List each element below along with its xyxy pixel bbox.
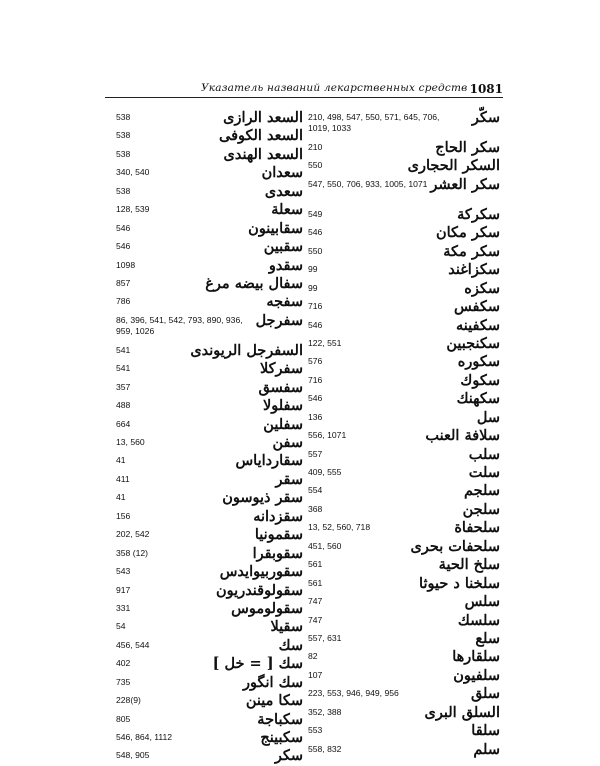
index-entry	[304, 519, 500, 537]
entry-arabic-term: سلفيون	[453, 666, 500, 684]
entry-page-refs: 352, 388	[308, 706, 342, 717]
entry-arabic-term: سلقارها	[452, 648, 500, 666]
entry-arabic-term: سقدو	[268, 256, 303, 274]
entry-page-refs: 538	[116, 130, 131, 141]
page-number: 1081	[469, 82, 503, 96]
entry-page-refs: 13, 52, 560, 718	[308, 522, 371, 533]
index-entry	[111, 257, 303, 275]
index-entry	[111, 508, 303, 526]
index-entry	[111, 563, 303, 581]
entry-page-refs: 358 (12)	[116, 547, 149, 558]
entry-page-refs: 82	[308, 651, 318, 662]
entry-arabic-term: سكنجبين	[446, 334, 500, 352]
index-entry	[111, 127, 303, 145]
entry-page-refs: 549	[308, 208, 323, 219]
entry-page-refs: 402	[116, 658, 131, 669]
entry-arabic-term: سقوبقرا	[252, 544, 303, 562]
entry-arabic-term: سكر مكة	[443, 242, 500, 260]
entry-arabic-term: سقارداياس	[235, 452, 303, 470]
entry-arabic-term: سكفينه	[455, 316, 500, 334]
entry-arabic-term: سلحفات بحرى	[410, 537, 500, 555]
entry-page-refs: 331	[116, 602, 131, 613]
entry-arabic-term: سك [ = خل ]	[212, 655, 303, 673]
entry-arabic-term: سلحفاة	[454, 519, 500, 537]
entry-arabic-term: السعد الكوفى	[219, 127, 303, 145]
entry-page-refs: 128, 539	[116, 204, 150, 215]
entry-arabic-term: سلم	[473, 740, 500, 758]
entry-page-refs: 210, 498, 547, 550, 571, 645, 706, 1019, 1033	[308, 112, 440, 133]
entry-page-refs: 558, 832	[308, 743, 342, 754]
entry-arabic-term: سقبين	[263, 238, 303, 256]
index-entry	[111, 360, 303, 378]
entry-page-refs: 541	[116, 344, 131, 355]
right-column	[304, 109, 500, 759]
index-entry	[304, 353, 500, 371]
index-entry	[304, 335, 500, 353]
entry-arabic-term: سلسك	[457, 611, 500, 629]
index-entry	[304, 176, 500, 206]
entry-arabic-term: سكزاغند	[448, 261, 500, 279]
index-entry	[304, 224, 500, 242]
entry-page-refs: 357	[116, 381, 131, 392]
entry-page-refs: 122, 551	[308, 337, 342, 348]
index-entry	[111, 183, 303, 201]
entry-arabic-term: سعلة	[271, 201, 303, 219]
entry-page-refs: 561	[308, 577, 323, 588]
entry-arabic-term: سقيلا	[270, 618, 303, 636]
index-entry	[111, 471, 303, 489]
entry-arabic-term: سلجم	[464, 482, 500, 500]
entry-page-refs: 41	[116, 455, 126, 466]
entry-arabic-term: سلجن	[462, 500, 500, 518]
entry-page-refs: 54	[116, 621, 126, 632]
entry-arabic-term: سكركة	[457, 205, 500, 223]
entry-arabic-term: سقزدانه	[253, 507, 303, 525]
entry-arabic-term: سلع	[475, 629, 500, 647]
entry-page-refs: 488	[116, 400, 131, 411]
entry-page-refs: 1098	[116, 259, 136, 270]
index-entry	[111, 146, 303, 164]
entry-arabic-term: سفسق	[258, 378, 303, 396]
index-entry	[111, 582, 303, 600]
index-entry	[304, 722, 500, 740]
entry-page-refs: 340, 540	[116, 167, 150, 178]
index-entry	[304, 280, 500, 298]
entry-page-refs: 805	[116, 713, 131, 724]
entry-page-refs: 576	[308, 356, 323, 367]
entry-arabic-term: سقابينون	[248, 219, 303, 237]
entry-page-refs: 223, 553, 946, 949, 956	[308, 688, 399, 699]
index-entry	[111, 109, 303, 127]
entry-page-refs: 210	[308, 142, 323, 152]
entry-page-refs: 546	[308, 319, 323, 330]
entry-page-refs: 538	[116, 185, 131, 196]
entry-arabic-term: سفن	[272, 434, 303, 451]
index-entry	[304, 317, 500, 335]
index-entry	[111, 526, 303, 544]
entry-arabic-term: السلق البرى	[424, 703, 500, 721]
entry-page-refs: 547, 550, 706, 933, 1005, 1071	[308, 178, 428, 189]
entry-page-refs: 747	[308, 614, 323, 625]
index-entry	[111, 220, 303, 238]
running-title: Указатель названий лекарственных средств	[201, 82, 468, 94]
entry-arabic-term: سقولوموس	[231, 599, 303, 617]
entry-arabic-term: سعدى	[264, 182, 303, 200]
entry-arabic-term: سفلولا	[262, 397, 303, 415]
index-entry	[304, 157, 500, 175]
index-entry	[304, 501, 500, 519]
entry-page-refs: 716	[308, 301, 323, 312]
entry-arabic-term: سقمونيا	[254, 526, 303, 544]
entry-arabic-term: سكّر	[471, 109, 500, 126]
entry-page-refs: 917	[116, 584, 131, 595]
index-entry	[304, 372, 500, 390]
index-entry	[111, 312, 303, 342]
index-entry	[111, 711, 303, 729]
index-entry	[304, 575, 500, 593]
index-entry	[304, 593, 500, 611]
entry-page-refs: 546, 864, 1112	[116, 732, 173, 742]
index-entry	[304, 704, 500, 722]
entry-arabic-term: سفرجل	[255, 311, 303, 329]
entry-arabic-term: سكفس	[454, 298, 500, 316]
entry-page-refs: 411	[116, 473, 130, 484]
entry-page-refs: 550	[308, 160, 323, 171]
entry-page-refs: 543	[116, 566, 131, 577]
entry-page-refs: 735	[116, 676, 131, 687]
entry-page-refs: 156	[116, 510, 131, 521]
entry-page-refs: 538	[116, 148, 131, 159]
entry-page-refs: 538	[116, 112, 131, 122]
entry-arabic-term: سكر مكان	[435, 224, 500, 242]
index-entry	[111, 201, 303, 219]
index-entry	[111, 729, 303, 747]
entry-arabic-term: سل	[476, 408, 500, 426]
index-entry	[111, 293, 303, 311]
entry-arabic-term: سلس	[464, 593, 500, 611]
index-entry	[304, 630, 500, 648]
index-entry	[304, 556, 500, 574]
entry-page-refs: 107	[308, 669, 323, 680]
index-entry	[111, 379, 303, 397]
entry-page-refs: 747	[308, 596, 323, 607]
entry-page-refs: 99	[308, 264, 318, 275]
entry-page-refs: 456, 544	[116, 639, 150, 650]
entry-arabic-term: السفرجل الريوندى	[190, 341, 303, 359]
index-entry	[111, 545, 303, 563]
index-entry	[304, 139, 500, 157]
entry-page-refs: 41	[116, 492, 126, 503]
entry-page-refs: 546	[308, 227, 323, 238]
index-entry	[304, 298, 500, 316]
index-entry	[304, 409, 500, 427]
index-entry	[111, 342, 303, 360]
entry-page-refs: 136	[308, 411, 323, 422]
entry-page-refs: 451, 560	[308, 540, 342, 551]
index-entry	[111, 637, 303, 655]
entry-arabic-term: سفركلا	[259, 360, 303, 378]
entry-page-refs: 557, 631	[308, 632, 342, 643]
entry-page-refs: 368	[308, 503, 323, 514]
index-entry	[111, 489, 303, 507]
entry-arabic-term: سلق	[470, 685, 500, 703]
index-entry	[304, 482, 500, 500]
entry-arabic-term: سفال بيضه مرغ	[205, 274, 303, 292]
entry-arabic-term: سكهنك	[456, 390, 500, 408]
index-entry	[111, 416, 303, 434]
entry-page-refs: 857	[116, 277, 131, 288]
entry-arabic-term: سكبينج	[260, 729, 303, 746]
index-entry	[111, 164, 303, 182]
index-entry	[304, 667, 500, 685]
entry-page-refs: 99	[308, 282, 318, 293]
index-entry	[111, 238, 303, 256]
entry-arabic-term: سلب	[468, 445, 500, 463]
index-entry	[304, 243, 500, 261]
index-entry	[304, 741, 500, 759]
entry-arabic-term: سكر	[274, 747, 303, 765]
entry-arabic-term: السكر الحجارى	[407, 157, 500, 175]
index-entry	[304, 206, 500, 224]
entry-arabic-term: سقولوقندريون	[216, 581, 303, 599]
entry-arabic-term: سكر العشر	[430, 175, 500, 193]
entry-arabic-term: سكباجة	[257, 710, 303, 728]
left-column	[111, 109, 303, 766]
entry-page-refs: 561	[308, 559, 323, 570]
index-entry	[111, 692, 303, 710]
entry-arabic-term: سكا مينن	[245, 692, 303, 710]
entry-arabic-term: سلت	[468, 464, 500, 481]
entry-arabic-term: سعدان	[261, 164, 303, 182]
entry-page-refs: 86, 396, 541, 542, 793, 890, 936, 959, 1026	[116, 314, 243, 336]
entry-arabic-term: سقر	[275, 470, 303, 488]
entry-arabic-term: سقوربيوايدس	[219, 563, 303, 581]
entry-page-refs: 13, 560	[116, 437, 145, 447]
entry-page-refs: 546	[116, 241, 131, 252]
index-entry	[304, 648, 500, 666]
entry-page-refs: 548, 905	[116, 750, 150, 761]
entry-page-refs: 228(9)	[116, 695, 141, 706]
entry-arabic-term: سكر الحاج	[435, 139, 500, 156]
entry-arabic-term: سكوره	[457, 353, 500, 371]
entry-arabic-term: سلخنا د حيوثا	[419, 574, 500, 592]
index-entry	[304, 109, 500, 139]
index-entry	[304, 685, 500, 703]
entry-page-refs: 202, 542	[116, 529, 150, 540]
entry-page-refs: 409, 555	[308, 467, 342, 477]
entry-page-refs: 716	[308, 374, 323, 385]
index-entry	[111, 434, 303, 452]
entry-page-refs: 550	[308, 245, 323, 256]
entry-arabic-term: سفجه	[266, 293, 303, 311]
entry-arabic-term: السعد الرازى	[223, 109, 303, 126]
index-entry	[111, 747, 303, 765]
entry-arabic-term: سكوك	[460, 371, 500, 389]
entry-arabic-term: سكزه	[464, 279, 500, 297]
index-entry	[304, 261, 500, 279]
entry-arabic-term: السعد الهندى	[223, 145, 303, 163]
entry-page-refs: 541	[116, 363, 131, 374]
entry-arabic-term: سلافة العنب	[425, 427, 500, 445]
index-entry	[111, 655, 303, 673]
index-entry	[111, 674, 303, 692]
entry-page-refs: 557	[308, 448, 323, 459]
index-entry	[304, 612, 500, 630]
entry-arabic-term: سلخ الحية	[438, 556, 500, 574]
entry-page-refs: 556, 1071	[308, 430, 347, 441]
index-entry	[111, 618, 303, 636]
index-entry	[304, 446, 500, 464]
entry-page-refs: 546	[308, 393, 323, 404]
index-entry	[304, 464, 500, 482]
entry-arabic-term: سفلين	[263, 415, 303, 433]
index-entry	[304, 390, 500, 408]
entry-arabic-term: سك انگور	[243, 673, 303, 691]
entry-page-refs: 786	[116, 296, 131, 307]
index-entry	[304, 427, 500, 445]
entry-arabic-term: سلقا	[471, 722, 500, 740]
entry-page-refs: 554	[308, 485, 323, 496]
index-entry	[111, 452, 303, 470]
entry-page-refs: 553	[308, 725, 323, 736]
index-entry	[111, 397, 303, 415]
index-entry	[304, 538, 500, 556]
entry-page-refs: 546	[116, 222, 131, 233]
index-entry	[111, 600, 303, 618]
index-entry	[111, 275, 303, 293]
entry-arabic-term: سك	[278, 636, 303, 654]
running-header	[105, 82, 503, 98]
header-rule	[105, 97, 503, 98]
entry-arabic-term: سقر ذيوسون	[222, 489, 303, 507]
entry-page-refs: 664	[116, 418, 131, 429]
